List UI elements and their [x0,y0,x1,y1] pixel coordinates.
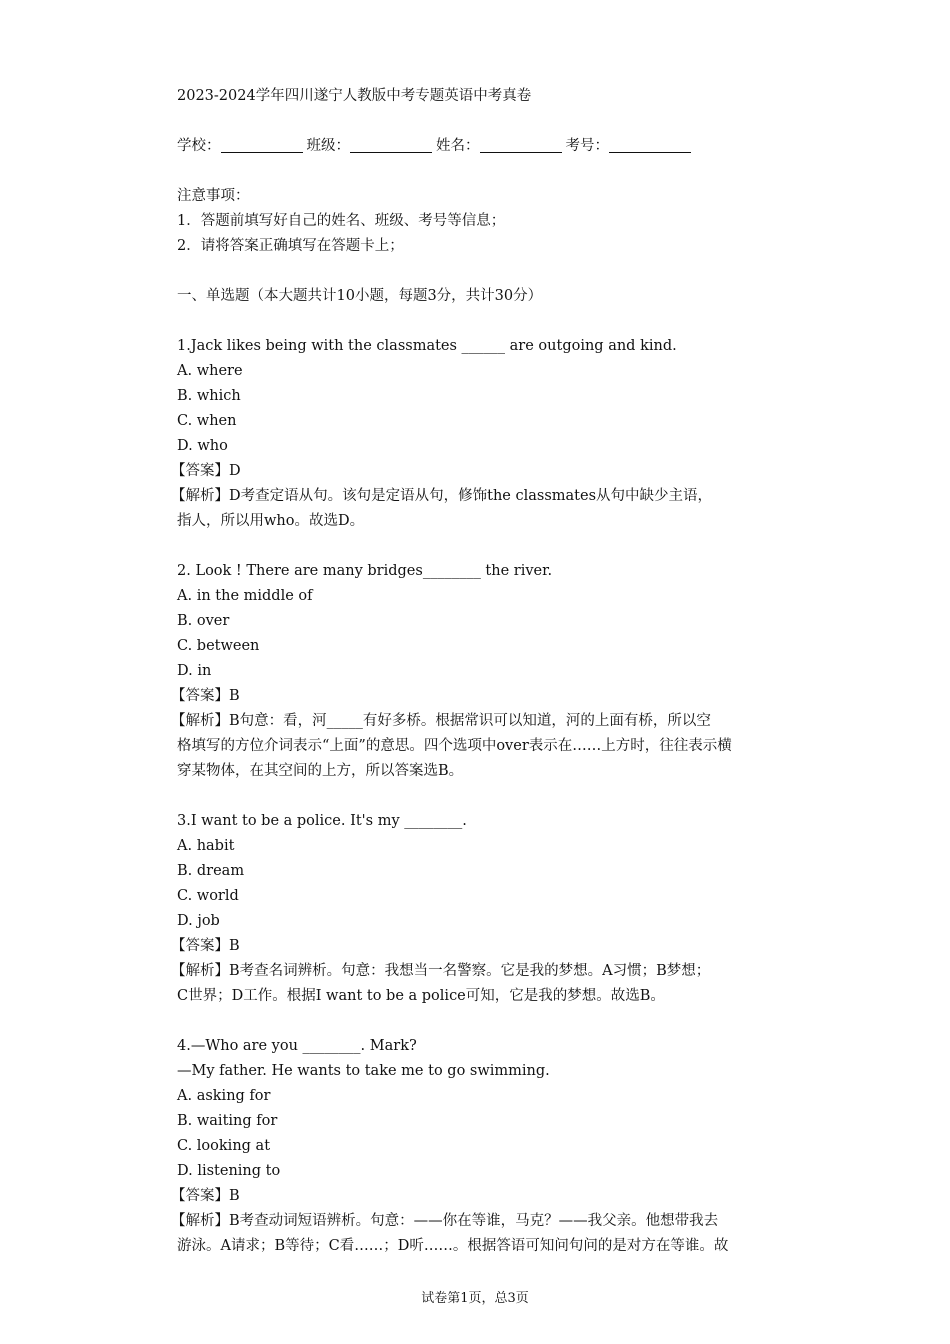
info-field-blank[interactable] [609,136,691,153]
question-option: A. asking for [177,1088,271,1104]
info-field-label: 考号： [565,138,609,154]
answer-line: 【答案】B [171,688,240,704]
page-content [171,84,817,1259]
question-option: D. listening to [177,1163,281,1179]
question-option: B. waiting for [177,1113,278,1129]
analysis-line: 格填写的方位介词表示“上面”的意思。四个选项中over表示在……上方时，往往表示横 [177,738,732,754]
question-block [171,559,817,809]
question-option: D. who [177,438,228,454]
info-field [177,134,303,159]
question-option: B. dream [177,863,245,879]
info-field-blank[interactable] [480,136,562,153]
info-field-blank[interactable] [350,136,432,153]
info-field [307,134,433,159]
notice-item: 2．请将答案正确填写在答题卡上； [177,238,404,254]
question-option: A. habit [177,838,235,854]
info-field-blank[interactable] [221,136,303,153]
question-block [171,809,817,1034]
question-option: C. when [177,413,237,429]
question-option: A. where [177,363,243,379]
question-option: B. over [177,613,230,629]
question-stem: 2. Look ! There are many bridges________ the river. [177,563,553,579]
analysis-line: 【解析】B考查动词短语辨析。句意：——你在等谁，马克？——我父亲。他想带我去 [171,1213,719,1229]
question-stem: 3.I want to be a police. It's my ________. [177,813,467,829]
notice-item: 1．答题前填写好自己的姓名、班级、考号等信息； [177,213,506,229]
info-field-label: 班级： [306,138,350,154]
question-stem: 1.Jack likes being with the classmates ______ are outgoing and kind. [177,338,677,354]
section-title: 一、单选题（本大题共计10小题，每题3分，共计30分） [177,288,543,304]
info-field-label: 姓名： [436,138,480,154]
analysis-line: 穿某物体，在其空间的上方，所以答案选B。 [177,763,464,779]
question-stem: —My father. He wants to take me to go swimming. [177,1063,550,1079]
question-option: A. in the middle of [177,588,313,604]
question-option: C. world [177,888,239,904]
question-option: D. job [177,913,220,929]
question-option: C. looking at [177,1138,271,1154]
student-info-fields [177,134,817,159]
question-list [171,334,817,1259]
notice-heading: 注意事项： [177,188,250,204]
question-block [171,334,817,559]
analysis-line: C世界；D工作。根据I want to be a police可知，它是我的梦想。故选B。 [177,988,665,1004]
analysis-line: 指人，所以用who。故选D。 [177,513,365,529]
document-title: 2023-2024学年四川遂宁人教版中考专题英语中考真卷 [177,88,532,104]
question-option: D. in [177,663,212,679]
question-block [171,1034,817,1259]
page-footer: 试卷第1页，总3页 [421,1291,529,1306]
analysis-line: 游泳。A请求；B等待；C看……；D听……。根据答语可知问句问的是对方在等谁。故 [177,1238,729,1254]
info-field-label: 学校： [177,138,221,154]
analysis-line: 【解析】B句意：看，河_____有好多桥。根据常识可以知道，河的上面有桥，所以空 [171,713,711,729]
question-option: C. between [177,638,260,654]
question-option: B. which [177,388,241,404]
answer-line: 【答案】B [171,938,240,954]
info-field [436,134,562,159]
question-stem: 4.—Who are you ________. Mark? [177,1038,417,1054]
info-field [566,134,692,159]
analysis-line: 【解析】B考查名词辨析。句意：我想当一名警察。它是我的梦想。A习惯；B梦想； [171,963,711,979]
answer-line: 【答案】D [171,463,241,479]
analysis-line: 【解析】D考查定语从句。该句是定语从句，修饰the classmates从句中缺少主语， [171,488,713,504]
answer-line: 【答案】B [171,1188,240,1204]
